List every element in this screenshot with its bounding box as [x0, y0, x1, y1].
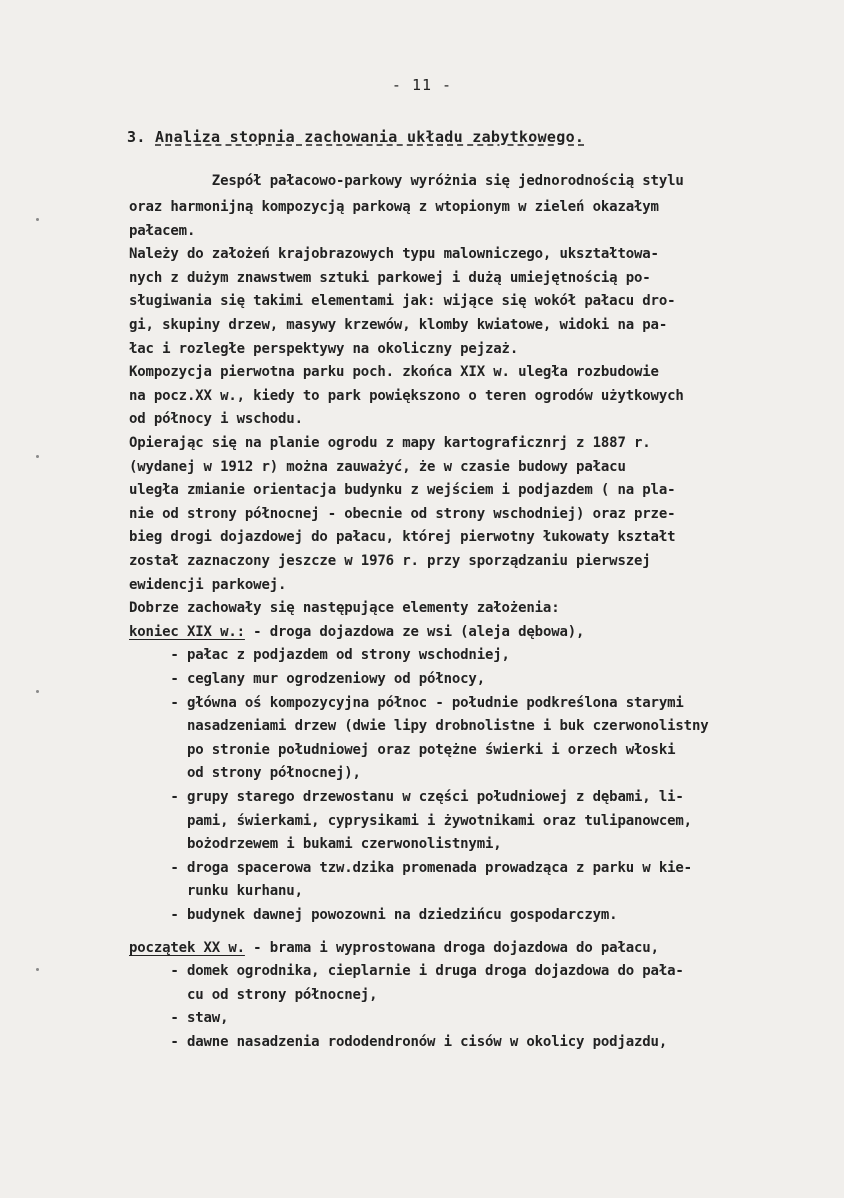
text-line: - domek ogrodnika, cieplarnie i druga droga dojazdowa do pała-	[129, 963, 684, 979]
text-line: ewidencji parkowej.	[129, 577, 287, 593]
text-line: - staw,	[129, 1010, 229, 1026]
text-line: - ceglany mur ogrodzeniowy od północy,	[129, 671, 485, 687]
section-heading	[127, 128, 584, 146]
punch-mark	[36, 455, 39, 458]
punch-mark	[36, 690, 39, 693]
text-line: łac i rozległe perspektywy na okoliczny pejzaż.	[129, 341, 519, 357]
text-line: - główna oś kompozycyjna północ - południe podkreślona starymi	[129, 695, 684, 711]
text-line: cu od strony północnej,	[129, 987, 378, 1003]
text-line: - grupy starego drzewostanu w części południowej z dębami, li-	[129, 789, 684, 805]
text-line: (wydanej w 1912 r) można zauważyć, że w czasie budowy pałacu	[129, 459, 626, 475]
text-line: oraz harmonijną kompozycją parkową z wtopionym w zieleń okazałym	[129, 199, 659, 215]
text-line: nych z dużym znawstwem sztuki parkowej i dużą umiejętnością po-	[129, 270, 651, 286]
underlined-date-label: koniec XIX w.:	[129, 624, 245, 640]
text-line: po stronie południowej oraz potężne świerki i orzech włoski	[129, 742, 676, 758]
text-line: Opierając się na planie ogrodu z mapy kartograficznrj z 1887 r.	[129, 435, 651, 451]
text-line: Należy do założeń krajobrazowych typu malowniczego, ukształtowa-	[129, 246, 659, 262]
text-line: na pocz.XX w., kiedy to park powiększono o teren ogrodów użytkowych	[129, 388, 684, 404]
punch-mark	[36, 968, 39, 971]
text-line: od strony północnej),	[129, 765, 361, 781]
section-number: 3.	[127, 128, 146, 146]
text-line: Dobrze zachowały się następujące elementy założenia:	[129, 600, 560, 616]
text-line: sługiwania się takimi elementami jak: wijące się wokół pałacu dro-	[129, 293, 676, 309]
text-line: bożodrzewem i bukami czerwonolistnymi,	[129, 836, 502, 852]
text-line: runku kurhanu,	[129, 883, 303, 899]
underlined-date-label: początek XX w.	[129, 940, 245, 956]
text-line: Zespół pałacowo-parkowy wyróżnia się jednorodnością stylu	[129, 173, 684, 189]
text-line: Kompozycja pierwotna parku poch. zkońca XIX w. uległa rozbudowie	[129, 364, 659, 380]
text-line: został zaznaczony jeszcze w 1976 r. przy sporządzaniu pierwszej	[129, 553, 651, 569]
text-line: - dawne nasadzenia rododendronów i cisów w okolicy podjazdu,	[129, 1034, 668, 1050]
text-line: od północy i wschodu.	[129, 411, 303, 427]
text-line: pałacem.	[129, 223, 196, 239]
text-line: nie od strony północnej - obecnie od strony wschodniej) oraz prze-	[129, 506, 676, 522]
text-line: - budynek dawnej powozowni na dziedzińcu gospodarczym.	[129, 907, 618, 923]
text-line: bieg drogi dojazdowej do pałacu, której pierwotny łukowaty kształt	[129, 529, 676, 545]
text-line: pami, świerkami, cyprysikami i żywotnikami oraz tulipanowcem,	[129, 813, 692, 829]
section-title: Analiza stopnia zachowania układu zabytkowego.	[155, 128, 585, 146]
text-line: gi, skupiny drzew, masywy krzewów, klomby kwiatowe, widoki na pa-	[129, 317, 668, 333]
page-number: - 11 -	[391, 76, 453, 94]
text-line: początek XX w. - brama i wyprostowana droga dojazdowa do pałacu,	[129, 940, 659, 956]
text-line: - droga spacerowa tzw.dzika promenada prowadząca z parku w kie-	[129, 860, 692, 876]
punch-mark	[36, 218, 39, 221]
text-line: koniec XIX w.: - droga dojazdowa ze wsi (aleja dębowa),	[129, 624, 585, 640]
text-line: nasadzeniami drzew (dwie lipy drobnolistne i buk czerwonolistny	[129, 718, 709, 734]
text-line: - pałac z podjazdem od strony wschodniej,	[129, 647, 510, 663]
text-line: uległa zmianie orientacja budynku z wejściem i podjazdem ( na pla-	[129, 482, 676, 498]
